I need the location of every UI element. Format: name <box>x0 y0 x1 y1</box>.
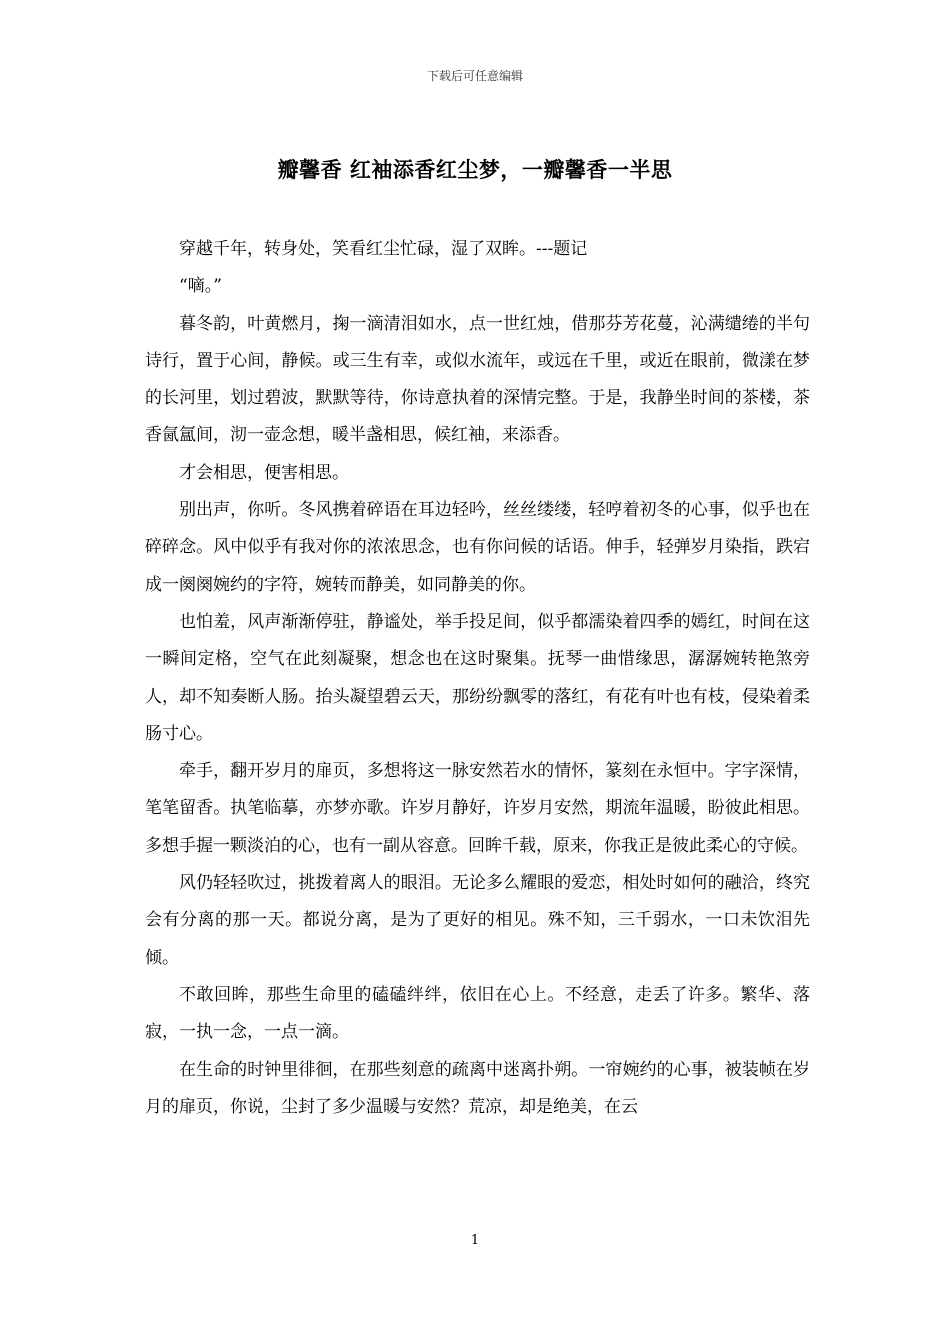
document-title: 瓣馨香 红袖添香红尘梦，一瓣馨香一半思 <box>277 157 673 182</box>
paragraph: 在生命的时钟里徘徊，在那些刻意的疏离中迷离扑朔。一帘婉约的心事，被装帧在岁月的扉页，你说，尘封了多少温暖与安然？荒凉，却是绝美，在云 <box>145 1059 810 1117</box>
paragraph: “嘀。” <box>179 276 222 297</box>
paragraph: 穿越千年，转身处，笑看红尘忙碌，湿了双眸。---题记 <box>179 239 588 259</box>
paragraph: 牵手，翻开岁月的扉页，多想将这一脉安然若水的情怀，篆刻在永恒中。字字深情，笔笔留香。执笔临摹，亦梦亦歌。许岁月静好，许岁月安然，期流年温暖，盼彼此相思。多想手握一颗淡泊的心，也有一副从容意。回眸千载，原来，你我正是彼此柔心的守候。 <box>145 761 810 856</box>
header-note: 下载后可任意编辑 <box>426 69 523 83</box>
paragraph: 风仍轻轻吹过，挑拨着离人的眼泪。无论多么耀眼的爱恋，相处时如何的融洽，终究会有分离的那一天。都说分离，是为了更好的相见。殊不知，三千弱水，一口未饮泪先倾。 <box>145 873 810 968</box>
paragraph: 别出声，你听。冬风携着碎语在耳边轻吟，丝丝缕缕，轻哼着初冬的心事，似乎也在碎碎念。风中似乎有我对你的浓浓思念，也有你问候的话语。伸手，轻弹岁月染指，跌宕成一阕阕婉约的字符，婉转而静美，如同静美的你。 <box>145 500 810 595</box>
document-body <box>145 231 810 1126</box>
paragraph: 不敢回眸，那些生命里的磕磕绊绊，依旧在心上。不经意，走丢了许多。繁华、落寂，一执一念，一点一滴。 <box>145 984 810 1043</box>
paragraph: 才会相思，便害相思。 <box>179 462 349 483</box>
paragraph: 也怕羞，风声渐渐停驻，静谧处，举手投足间，似乎都濡染着四季的嫣红，时间在这一瞬间定格，空气在此刻凝聚，想念也在这时聚集。抚琴一曲惜缘思，潺潺婉转艳煞旁人，却不知奏断人肠。抬头凝望碧云天，那纷纷飘零的落红，有花有叶也有枝，侵染着柔肠寸心。 <box>145 611 810 744</box>
page-number: 1 <box>470 1233 480 1248</box>
paragraph: 暮冬韵，叶黄燃月，掬一滴清泪如水，点一世红烛，借那芬芳花蔓，沁满缱绻的半句诗行，置于心间，静候。或三生有幸，或似水流年，或远在千里，或近在眼前，微漾在梦的长河里，划过碧波，默默等待，你诗意执着的深情完整。于是，我静坐时间的茶楼，茶香氤氲间，沏一壶念想，暖半盏相思，候红袖，来添香。 <box>145 313 810 446</box>
